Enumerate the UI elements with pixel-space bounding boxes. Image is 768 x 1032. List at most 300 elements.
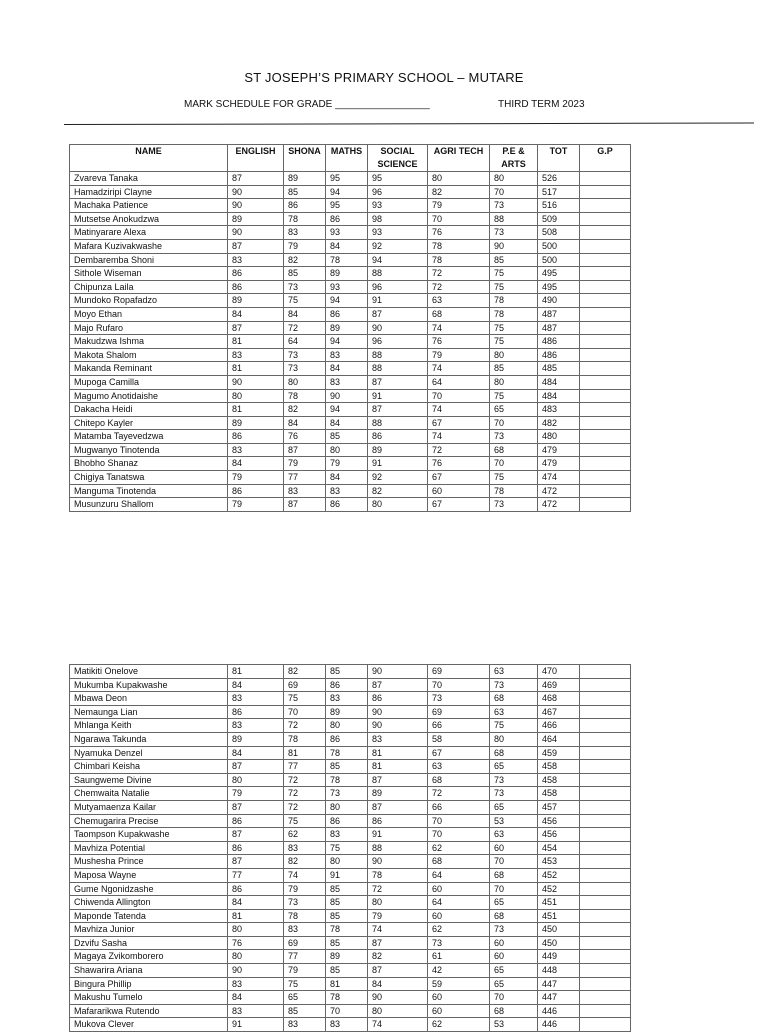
pe-arts-mark: 75	[490, 719, 538, 733]
total-mark: 469	[538, 678, 580, 692]
maths-mark: 80	[326, 719, 368, 733]
english-mark: 77	[228, 868, 284, 882]
total-mark: 495	[538, 267, 580, 281]
agri-tech-mark: 68	[428, 773, 490, 787]
pe-arts-mark: 53	[490, 814, 538, 828]
gp-cell	[580, 814, 631, 828]
gp-cell	[580, 909, 631, 923]
student-name: Magumo Anotidaishe	[70, 389, 228, 403]
social-science-mark: 82	[368, 484, 428, 498]
table-row	[70, 267, 631, 281]
maths-mark: 83	[326, 484, 368, 498]
agri-tech-mark: 64	[428, 896, 490, 910]
table-row	[70, 443, 631, 457]
english-mark: 87	[228, 321, 284, 335]
english-mark: 76	[228, 936, 284, 950]
maths-mark: 79	[326, 457, 368, 471]
shona-mark: 72	[284, 719, 326, 733]
social-science-mark: 96	[368, 335, 428, 349]
agri-tech-mark: 73	[428, 936, 490, 950]
english-mark: 86	[228, 841, 284, 855]
social-science-mark: 94	[368, 253, 428, 267]
table-row	[70, 498, 631, 512]
total-mark: 490	[538, 294, 580, 308]
shona-mark: 77	[284, 950, 326, 964]
pe-arts-mark: 80	[490, 375, 538, 389]
student-name: Mugwanyo Tinotenda	[70, 443, 228, 457]
agri-tech-mark: 67	[428, 471, 490, 485]
pe-arts-mark: 78	[490, 307, 538, 321]
agri-tech-mark: 58	[428, 732, 490, 746]
table-row	[70, 787, 631, 801]
maths-mark: 78	[326, 253, 368, 267]
shona-mark: 72	[284, 773, 326, 787]
school-title: ST JOSEPH’S PRIMARY SCHOOL – MUTARE	[244, 70, 524, 85]
maths-mark: 86	[326, 678, 368, 692]
agri-tech-mark: 70	[428, 814, 490, 828]
social-science-mark: 88	[368, 362, 428, 376]
gp-cell	[580, 828, 631, 842]
social-science-mark: 96	[368, 280, 428, 294]
table-row	[70, 991, 631, 1005]
pe-arts-mark: 75	[490, 389, 538, 403]
student-name: Maponde Tatenda	[70, 909, 228, 923]
total-mark: 459	[538, 746, 580, 760]
agri-tech-mark: 72	[428, 787, 490, 801]
english-mark: 87	[228, 855, 284, 869]
pe-arts-mark: 65	[490, 760, 538, 774]
pe-arts-mark: 80	[490, 348, 538, 362]
maths-mark: 83	[326, 348, 368, 362]
shona-mark: 72	[284, 787, 326, 801]
shona-mark: 74	[284, 868, 326, 882]
shona-mark: 70	[284, 705, 326, 719]
student-name: Hamadziripi Clayne	[70, 185, 228, 199]
maths-mark: 90	[326, 389, 368, 403]
pe-arts-mark: 90	[490, 239, 538, 253]
shona-mark: 86	[284, 199, 326, 213]
english-mark: 81	[228, 403, 284, 417]
maths-mark: 89	[326, 950, 368, 964]
english-mark: 86	[228, 705, 284, 719]
social-science-mark: 96	[368, 185, 428, 199]
english-mark: 86	[228, 882, 284, 896]
student-name: Sithole Wiseman	[70, 267, 228, 281]
student-name: Chitepo Kayler	[70, 416, 228, 430]
total-mark: 526	[538, 172, 580, 186]
table-row	[70, 855, 631, 869]
pe-arts-mark: 68	[490, 1004, 538, 1018]
english-mark: 83	[228, 348, 284, 362]
social-science-mark: 72	[368, 882, 428, 896]
gp-cell	[580, 321, 631, 335]
social-science-mark: 88	[368, 267, 428, 281]
pe-arts-mark: 70	[490, 855, 538, 869]
pe-arts-mark: 73	[490, 430, 538, 444]
pe-arts-mark: 78	[490, 294, 538, 308]
gp-cell	[580, 882, 631, 896]
pe-arts-mark: 75	[490, 335, 538, 349]
pe-arts-mark: 65	[490, 403, 538, 417]
marks-table-1-body	[70, 172, 631, 512]
shona-mark: 85	[284, 185, 326, 199]
total-mark: 472	[538, 484, 580, 498]
table-row	[70, 280, 631, 294]
student-name: Makanda Reminant	[70, 362, 228, 376]
table-row	[70, 773, 631, 787]
total-mark: 448	[538, 964, 580, 978]
social-science-mark: 87	[368, 800, 428, 814]
english-mark: 87	[228, 760, 284, 774]
gp-cell	[580, 253, 631, 267]
social-science-mark: 87	[368, 936, 428, 950]
shona-mark: 73	[284, 362, 326, 376]
student-name: Matinyarare Alexa	[70, 226, 228, 240]
pe-arts-mark: 73	[490, 226, 538, 240]
table-row	[70, 185, 631, 199]
shona-mark: 75	[284, 692, 326, 706]
maths-mark: 94	[326, 403, 368, 417]
gp-cell	[580, 307, 631, 321]
shona-mark: 78	[284, 732, 326, 746]
english-mark: 87	[228, 172, 284, 186]
english-mark: 84	[228, 457, 284, 471]
col-header-english: ENGLISH	[228, 145, 284, 172]
shona-mark: 79	[284, 239, 326, 253]
english-mark: 91	[228, 1018, 284, 1032]
social-science-mark: 80	[368, 498, 428, 512]
agri-tech-mark: 70	[428, 678, 490, 692]
pe-arts-mark: 78	[490, 484, 538, 498]
pe-arts-mark: 63	[490, 705, 538, 719]
pe-arts-mark: 65	[490, 977, 538, 991]
table-row	[70, 950, 631, 964]
shona-mark: 78	[284, 909, 326, 923]
gp-cell	[580, 896, 631, 910]
shona-mark: 82	[284, 253, 326, 267]
col-header-gp: G.P	[580, 145, 631, 172]
agri-tech-mark: 67	[428, 746, 490, 760]
table-row	[70, 362, 631, 376]
pe-arts-mark: 60	[490, 936, 538, 950]
english-mark: 80	[228, 923, 284, 937]
gp-cell	[580, 267, 631, 281]
pe-arts-mark: 85	[490, 253, 538, 267]
total-mark: 466	[538, 719, 580, 733]
shona-mark: 89	[284, 172, 326, 186]
agri-tech-mark: 63	[428, 760, 490, 774]
gp-cell	[580, 732, 631, 746]
table-row	[70, 253, 631, 267]
total-mark: 446	[538, 1018, 580, 1032]
social-science-mark: 80	[368, 896, 428, 910]
maths-mark: 83	[326, 828, 368, 842]
student-name: Taompson Kupakwashe	[70, 828, 228, 842]
total-mark: 487	[538, 321, 580, 335]
maths-mark: 86	[326, 498, 368, 512]
social-science-mark: 80	[368, 1004, 428, 1018]
agri-tech-mark: 67	[428, 416, 490, 430]
maths-mark: 85	[326, 430, 368, 444]
total-mark: 470	[538, 665, 580, 679]
pe-arts-mark: 70	[490, 457, 538, 471]
gp-cell	[580, 484, 631, 498]
gp-cell	[580, 443, 631, 457]
shona-mark: 83	[284, 484, 326, 498]
table-row	[70, 719, 631, 733]
total-mark: 452	[538, 882, 580, 896]
agri-tech-mark: 66	[428, 800, 490, 814]
table-row	[70, 841, 631, 855]
social-science-mark: 78	[368, 868, 428, 882]
social-science-mark: 74	[368, 1018, 428, 1032]
social-science-mark: 90	[368, 665, 428, 679]
maths-mark: 89	[326, 321, 368, 335]
pe-arts-mark: 80	[490, 172, 538, 186]
table-row	[70, 678, 631, 692]
maths-mark: 81	[326, 977, 368, 991]
agri-tech-mark: 78	[428, 253, 490, 267]
shona-mark: 75	[284, 814, 326, 828]
student-name: Maposa Wayne	[70, 868, 228, 882]
social-science-mark: 90	[368, 719, 428, 733]
total-mark: 508	[538, 226, 580, 240]
agri-tech-mark: 69	[428, 705, 490, 719]
agri-tech-mark: 73	[428, 692, 490, 706]
shona-mark: 87	[284, 498, 326, 512]
total-mark: 447	[538, 991, 580, 1005]
maths-mark: 78	[326, 746, 368, 760]
total-mark: 517	[538, 185, 580, 199]
agri-tech-mark: 80	[428, 172, 490, 186]
social-science-mark: 83	[368, 732, 428, 746]
social-science-mark: 89	[368, 787, 428, 801]
total-mark: 451	[538, 909, 580, 923]
agri-tech-mark: 70	[428, 389, 490, 403]
agri-tech-mark: 64	[428, 375, 490, 389]
social-science-mark: 87	[368, 375, 428, 389]
col-header-name: NAME	[70, 145, 228, 172]
maths-mark: 84	[326, 416, 368, 430]
term-label: THIRD TERM 2023	[498, 99, 585, 110]
marks-table-2-body	[70, 665, 631, 1032]
shona-mark: 69	[284, 678, 326, 692]
shona-mark: 83	[284, 841, 326, 855]
maths-mark: 86	[326, 212, 368, 226]
english-mark: 79	[228, 471, 284, 485]
gp-cell	[580, 991, 631, 1005]
gp-cell	[580, 977, 631, 991]
table-row	[70, 923, 631, 937]
table-row	[70, 964, 631, 978]
english-mark: 84	[228, 746, 284, 760]
student-name: Majo Rufaro	[70, 321, 228, 335]
shona-mark: 79	[284, 457, 326, 471]
col-header-social-science: SOCIAL SCIENCE	[368, 145, 428, 172]
total-mark: 509	[538, 212, 580, 226]
gp-cell	[580, 800, 631, 814]
social-science-mark: 86	[368, 692, 428, 706]
pe-arts-mark: 65	[490, 896, 538, 910]
gp-cell	[580, 665, 631, 679]
table-row	[70, 321, 631, 335]
table-row	[70, 896, 631, 910]
social-science-mark: 91	[368, 828, 428, 842]
pe-arts-mark: 70	[490, 991, 538, 1005]
social-science-mark: 86	[368, 430, 428, 444]
maths-mark: 86	[326, 307, 368, 321]
english-mark: 90	[228, 226, 284, 240]
english-mark: 80	[228, 389, 284, 403]
pe-arts-mark: 68	[490, 746, 538, 760]
total-mark: 483	[538, 403, 580, 417]
table-row	[70, 416, 631, 430]
gp-cell	[580, 678, 631, 692]
agri-tech-mark: 74	[428, 321, 490, 335]
student-name: Manguma Tinotenda	[70, 484, 228, 498]
english-mark: 83	[228, 977, 284, 991]
english-mark: 80	[228, 773, 284, 787]
gp-cell	[580, 403, 631, 417]
pe-arts-mark: 68	[490, 692, 538, 706]
shona-mark: 79	[284, 964, 326, 978]
table-row	[70, 348, 631, 362]
student-name: Shawarira Ariana	[70, 964, 228, 978]
student-name: Musunzuru Shallom	[70, 498, 228, 512]
gp-cell	[580, 172, 631, 186]
shona-mark: 77	[284, 760, 326, 774]
agri-tech-mark: 72	[428, 267, 490, 281]
maths-mark: 84	[326, 471, 368, 485]
agri-tech-mark: 78	[428, 239, 490, 253]
student-name: Zvareva Tanaka	[70, 172, 228, 186]
pe-arts-mark: 73	[490, 498, 538, 512]
maths-mark: 93	[326, 226, 368, 240]
english-mark: 81	[228, 665, 284, 679]
maths-mark: 80	[326, 800, 368, 814]
agri-tech-mark: 61	[428, 950, 490, 964]
english-mark: 89	[228, 294, 284, 308]
shona-mark: 78	[284, 389, 326, 403]
total-mark: 480	[538, 430, 580, 444]
social-science-mark: 91	[368, 457, 428, 471]
total-mark: 456	[538, 828, 580, 842]
table-row	[70, 199, 631, 213]
pe-arts-mark: 60	[490, 841, 538, 855]
agri-tech-mark: 76	[428, 335, 490, 349]
social-science-mark: 87	[368, 678, 428, 692]
english-mark: 84	[228, 896, 284, 910]
english-mark: 79	[228, 787, 284, 801]
gp-cell	[580, 199, 631, 213]
shona-mark: 72	[284, 800, 326, 814]
student-name: Dakacha Heidi	[70, 403, 228, 417]
agri-tech-mark: 62	[428, 1018, 490, 1032]
maths-mark: 85	[326, 896, 368, 910]
student-name: Makudzwa Ishma	[70, 335, 228, 349]
student-name: Mukumba Kupakwashe	[70, 678, 228, 692]
col-header-pe-arts: P.E & ARTS	[490, 145, 538, 172]
table-row	[70, 665, 631, 679]
gp-cell	[580, 719, 631, 733]
col-header-agri-tech: AGRI TECH	[428, 145, 490, 172]
gp-cell	[580, 471, 631, 485]
maths-mark: 84	[326, 239, 368, 253]
agri-tech-mark: 62	[428, 923, 490, 937]
agri-tech-mark: 69	[428, 665, 490, 679]
pe-arts-mark: 70	[490, 185, 538, 199]
agri-tech-mark: 42	[428, 964, 490, 978]
agri-tech-mark: 70	[428, 212, 490, 226]
table-row	[70, 457, 631, 471]
social-science-mark: 91	[368, 294, 428, 308]
shona-mark: 73	[284, 896, 326, 910]
student-name: Nyamuka Denzel	[70, 746, 228, 760]
gp-cell	[580, 185, 631, 199]
pe-arts-mark: 85	[490, 362, 538, 376]
table-row	[70, 882, 631, 896]
total-mark: 482	[538, 416, 580, 430]
table-row	[70, 403, 631, 417]
pe-arts-mark: 73	[490, 787, 538, 801]
social-science-mark: 92	[368, 471, 428, 485]
agri-tech-mark: 76	[428, 226, 490, 240]
shona-mark: 73	[284, 280, 326, 294]
shona-mark: 76	[284, 430, 326, 444]
maths-mark: 85	[326, 882, 368, 896]
agri-tech-mark: 79	[428, 199, 490, 213]
student-name: Chemwaita Natalie	[70, 787, 228, 801]
maths-mark: 89	[326, 705, 368, 719]
maths-mark: 85	[326, 665, 368, 679]
shona-mark: 85	[284, 1004, 326, 1018]
social-science-mark: 93	[368, 226, 428, 240]
total-mark: 456	[538, 814, 580, 828]
table-row	[70, 828, 631, 842]
english-mark: 83	[228, 443, 284, 457]
table-row	[70, 732, 631, 746]
total-mark: 500	[538, 239, 580, 253]
pe-arts-mark: 63	[490, 828, 538, 842]
pe-arts-mark: 70	[490, 416, 538, 430]
english-mark: 87	[228, 239, 284, 253]
student-name: Dembaremba Shoni	[70, 253, 228, 267]
agri-tech-mark: 70	[428, 828, 490, 842]
shona-mark: 75	[284, 977, 326, 991]
agri-tech-mark: 79	[428, 348, 490, 362]
gp-cell	[580, 294, 631, 308]
shona-mark: 72	[284, 321, 326, 335]
agri-tech-mark: 66	[428, 719, 490, 733]
maths-mark: 78	[326, 991, 368, 1005]
total-mark: 457	[538, 800, 580, 814]
total-mark: 446	[538, 1004, 580, 1018]
total-mark: 487	[538, 307, 580, 321]
agri-tech-mark: 64	[428, 868, 490, 882]
english-mark: 90	[228, 185, 284, 199]
social-science-mark: 87	[368, 403, 428, 417]
gp-cell	[580, 280, 631, 294]
total-mark: 484	[538, 375, 580, 389]
english-mark: 86	[228, 484, 284, 498]
gp-cell	[580, 416, 631, 430]
gp-cell	[580, 389, 631, 403]
agri-tech-mark: 63	[428, 294, 490, 308]
marks-table-2	[69, 664, 631, 1032]
social-science-mark: 90	[368, 855, 428, 869]
shona-mark: 65	[284, 991, 326, 1005]
total-mark: 516	[538, 199, 580, 213]
